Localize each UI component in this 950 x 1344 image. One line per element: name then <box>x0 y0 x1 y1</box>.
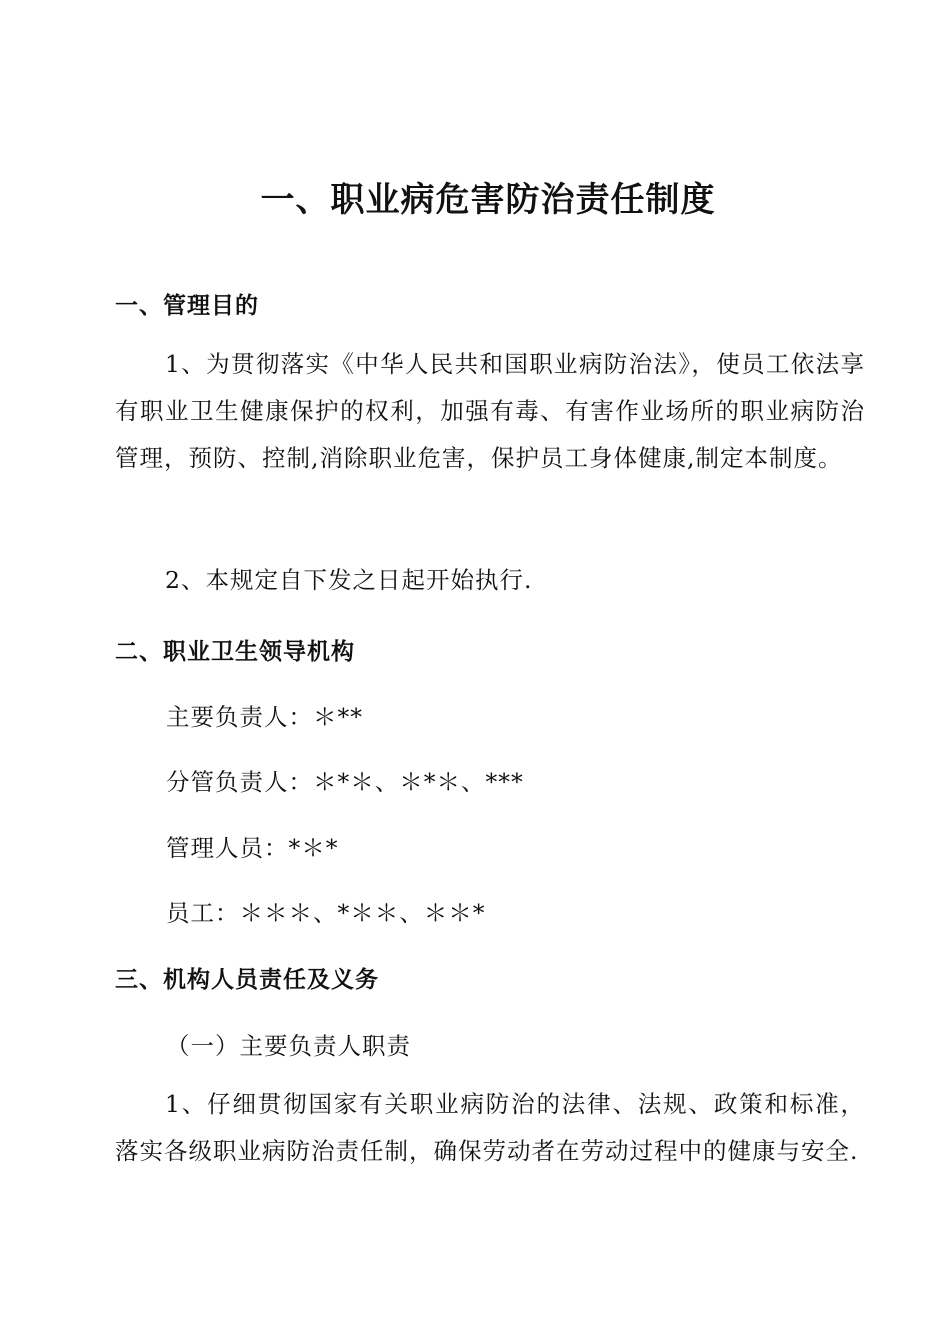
section-heading-management-purpose: 一、管理目的 <box>115 293 259 319</box>
section-heading-leadership: 二、职业卫生领导机构 <box>115 639 355 665</box>
paragraph-duty-1: 1、仔细贯彻国家有关职业病防治的法律、法规、政策和标准，落实各级职业病防治责任制，确保劳动者在劳动过程中的健康与安全. <box>115 1090 865 1165</box>
section-heading-duties: 三、机构人员责任及义务 <box>115 967 379 993</box>
paragraph-purpose-1: 1、为贯彻落实《中华人民共和国职业病防治法》，使员工依法享有职业卫生健康保护的权利，加强有毒、有害作业场所的职业病防治管理，预防、控制,消除职业危害，保护员工身体健康,制定本制度。 <box>115 350 865 472</box>
employees: 员工：＊＊＊、*＊＊、＊＊* <box>166 899 486 927</box>
manager-staff: 管理人员：*＊* <box>166 834 339 862</box>
paragraph-purpose-2: 2、本规定自下发之日起开始执行. <box>165 566 533 594</box>
leader-deputy: 分管负责人：＊*＊、＊*＊、*** <box>166 768 524 796</box>
leader-main: 主要负责人：＊** <box>166 703 363 731</box>
subheading-main-leader-duties: （一）主要负责人职责 <box>166 1032 411 1060</box>
document-title: 一、职业病危害防治责任制度 <box>260 180 716 220</box>
